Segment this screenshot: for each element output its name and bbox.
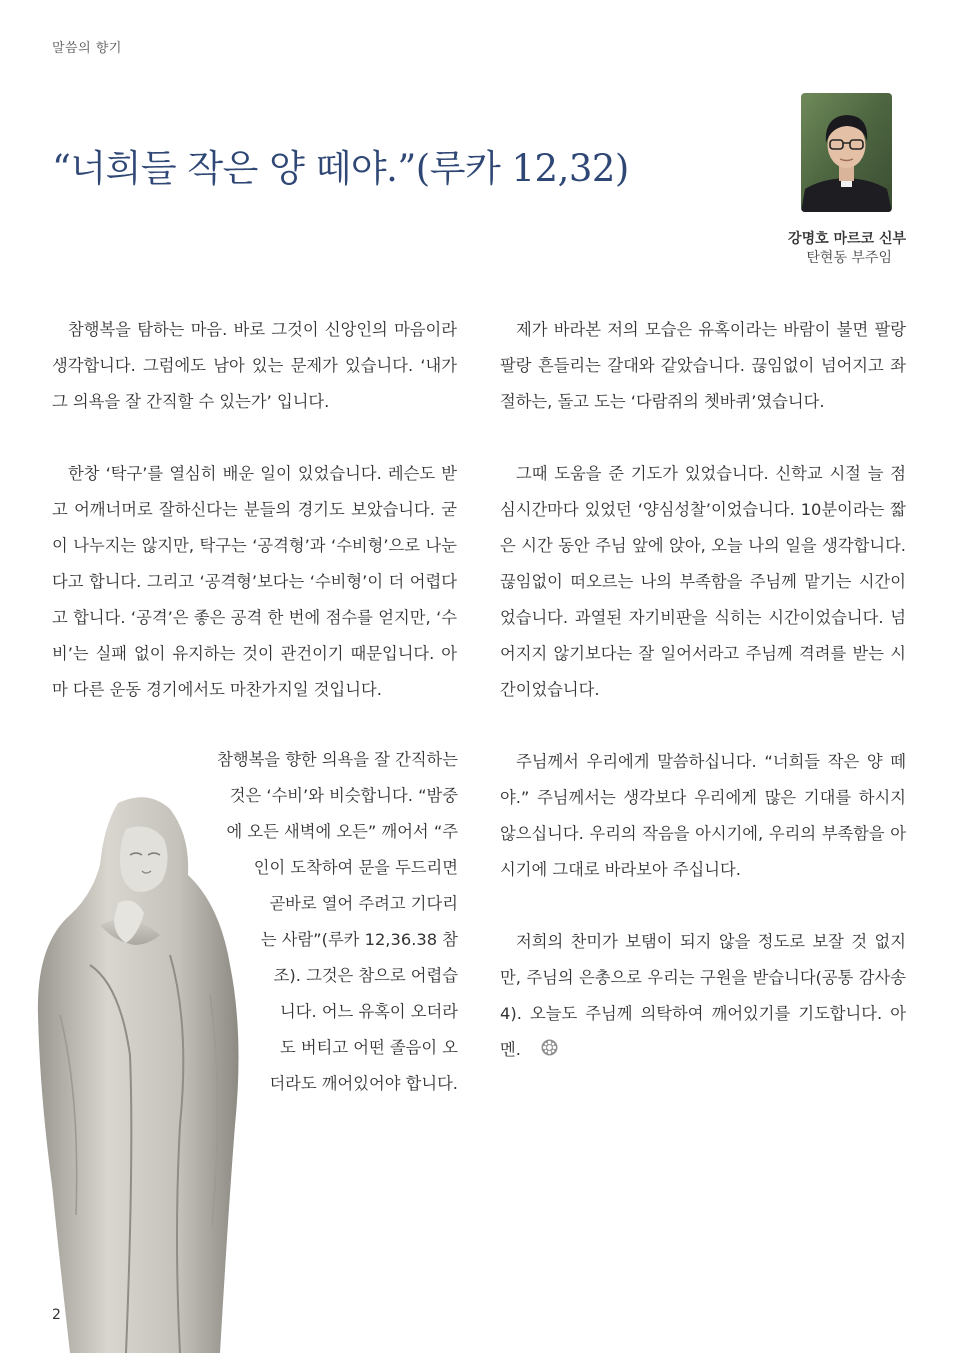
page-number: 2 xyxy=(52,1307,61,1323)
page-title: “너희들 작은 양 떼야.”(루카 12,32) xyxy=(52,147,629,190)
wrap-line: 것은 ‘수비’와 비슷합니다. “밤중 xyxy=(229,786,458,805)
right-paragraph-1: 제가 바라본 저의 모습은 유혹이라는 바람이 불면 팔랑팔랑 흔들리는 갈대와 같았습니다. 끊임없이 넘어지고 좌절하는, 돌고 도는 ‘다람쥐의 쳇바퀴’였습니다. xyxy=(500,320,906,411)
author-photo xyxy=(801,93,892,212)
closing-text: 저희의 찬미가 보탬이 되지 않을 정도로 보잘 것 없지만, 주님의 은총으로 우리는 구원을 받습니다(공통 감사송4). 오늘도 주님께 의탁하여 깨어있기를 기도합니다. 아멘. xyxy=(500,932,906,1059)
wrap-line: 에 오든 새벽에 오든” 깨어서 “주 xyxy=(226,822,458,841)
right-paragraph-4 xyxy=(500,924,906,1069)
right-paragraph-2: 그때 도움을 준 기도가 있었습니다. 신학교 시절 늘 점심시간마다 있었던 ‘양심성찰’이었습니다. 10분이라는 짧은 시간 동안 주님 앞에 앉아, 오늘 나의 일을 생각합니다. 끊임없이 떠오르는 나의 부족함을 주님께 맡기는 시간이었습니다. 과열된 자기비판을 식히는 시간이었습니다. 넘어지지 않기보다는 잘 일어서라고 주님께 격려를 받는 시간이었습니다. xyxy=(500,464,906,699)
end-mark-icon xyxy=(525,1033,558,1069)
right-column xyxy=(500,312,906,1105)
wrap-line: 참행복을 향한 의욕을 잘 간직하는 xyxy=(217,750,458,769)
wrap-line: 더라도 깨어있어야 합니다. xyxy=(269,1074,458,1093)
wrap-line: 곧바로 열어 주려고 기다리 xyxy=(269,894,458,913)
wrap-line: 도 버티고 어떤 졸음이 오 xyxy=(280,1038,458,1057)
author-role: 탄현동 부주임 xyxy=(806,250,892,266)
wrap-line: 인이 도착하여 문을 두드리면 xyxy=(253,858,458,877)
left-paragraph-2: 한창 ‘탁구’를 열심히 배운 일이 있었습니다. 레슨도 받고 어깨너머로 잘하신다는 분들의 경기도 보았습니다. 굳이 나누지는 않지만, 탁구는 ‘공격형’과 ‘수비형’으로 나눈다고 합니다. 그리고 ‘공격형’보다는 ‘수비형’이 더 어렵다고 합니다. ‘공격’은 좋은 공격 한 번에 점수를 얻지만, ‘수비’는 실패 없이 유지하는 것이 관건이기 때문입니다. 아마 다른 운동 경기에서도 마찬가지일 것입니다. xyxy=(52,464,457,699)
section-label: 말씀의 향기 xyxy=(52,41,122,56)
right-paragraph-3: 주님께서 우리에게 말씀하십니다. “너희들 작은 양 떼야.” 주님께서는 생각보다 우리에게 많은 기대를 하시지 않으십니다. 우리의 작음을 아시기에, 우리의 부족함을 아시기에 그대로 바라보아 주십니다. xyxy=(500,752,906,879)
left-column xyxy=(52,312,457,744)
left-paragraph-1: 참행복을 탐하는 마음. 바로 그것이 신앙인의 마음이라 생각합니다. 그럼에도 남아 있는 문제가 있습니다. ‘내가 그 의욕을 잘 간직할 수 있는가’ 입니다. xyxy=(52,320,457,411)
wrap-line: 는 사람”(루카 12,36.38 참 xyxy=(260,930,458,949)
wrap-line: 조). 그것은 참으로 어렵습 xyxy=(273,966,458,985)
statue-image xyxy=(30,795,245,1353)
author-name: 강명호 마르코 신부 xyxy=(788,231,906,247)
wrap-line: 니다. 어느 유혹이 오더라 xyxy=(280,1002,458,1021)
